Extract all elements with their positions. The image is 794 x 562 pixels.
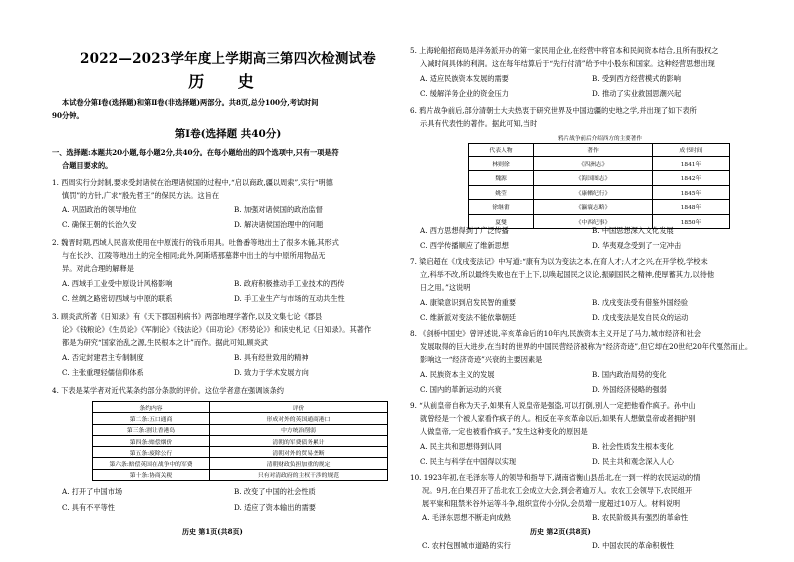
table-row xyxy=(469,156,730,171)
question-7-stem: 立,科举不改,所以最终失败也在于上下,以唤起国民之议论,振刷国民之精神,使厚蓄其力,以待他 xyxy=(420,270,715,279)
question-8-option-d[interactable]: D. 外国经济侵略的强弱 xyxy=(592,385,667,394)
question-10-stem: 况。9月,在白果召开了岳北农工会成立大会,到会者逾万人。农农工会领导下,农民组开 xyxy=(422,486,693,495)
question-6-stem: 示具有代表性的著作。据此可知,当时 xyxy=(420,119,538,128)
question-1-option-c[interactable]: C. 确保王朝的长治久安 xyxy=(62,220,137,229)
table-cell: 《瀛寰志略》 xyxy=(534,200,653,215)
table-cell: 1842年 xyxy=(653,171,730,186)
table-cell: 清朝对外的贸易垄断 xyxy=(210,447,388,458)
page-2 xyxy=(410,0,762,562)
table-row xyxy=(469,200,730,215)
table-caption: 鸦片战争前后介绍西方的主要著作 xyxy=(558,136,642,142)
question-5-stem: 入减时间具体的利润。这在每年结算后于“先行付清”给予中小股东和国家。这种经营思想出现 xyxy=(420,59,715,68)
question-8-option-c[interactable]: C. 国内的革新运动的兴衰 xyxy=(420,385,502,394)
table-cell: 形成对外的英国通商港口 xyxy=(210,413,388,424)
table-cell: 1841年 xyxy=(653,156,730,171)
table-cell: 1848年 xyxy=(653,200,730,215)
question-9-option-a[interactable]: A. 民主共和思想得到认同 xyxy=(420,442,502,451)
table-row xyxy=(93,458,388,469)
question-3-option-c[interactable]: C. 主张重理轻儒信仰体系 xyxy=(62,368,144,377)
intro-line: 90分钟。 xyxy=(52,111,84,120)
section-instruction: 合题目要求的。 xyxy=(62,161,113,170)
table-cell: 姚莹 xyxy=(469,185,534,200)
question-3-option-a[interactable]: A. 否定封建君主专制制度 xyxy=(62,353,144,362)
table-cell: 第四条:赔偿烟价 xyxy=(93,435,210,446)
question-8-option-a[interactable]: A. 民族资本主义的发展 xyxy=(420,370,495,379)
table-header: 成书时间 xyxy=(653,144,730,157)
question-10-option-b[interactable]: B. 农民阶级具有强烈的革命性 xyxy=(592,513,689,522)
question-8-option-b[interactable]: B. 国内政治局势的变化 xyxy=(592,370,667,379)
table-cell: 第二条:五口通商 xyxy=(93,413,210,424)
question-1-option-d[interactable]: D. 解决诸侯国治理中的问题 xyxy=(234,220,324,229)
page-footer: 历史 第1页(共8页) xyxy=(182,527,243,536)
question-7-option-a[interactable]: A. 康梁意识到启发民智的重要 xyxy=(420,298,517,307)
question-3-stem: 论》《钱粮论》《生员论》《军制论》《钱法论》《田功论》《形势论》》和读史札记《日知录》。其著作 xyxy=(62,325,372,334)
table-cell: 《海国图志》 xyxy=(534,171,653,186)
question-4-table xyxy=(92,401,388,481)
table-row xyxy=(469,185,730,200)
question-6-option-d[interactable]: D. 华夷观念受到了一定冲击 xyxy=(592,241,682,250)
question-8-stem: 8. 《剑桥中国史》曾评述说,辛亥革命后的10年内,民族资本主义开足了马力,城市经济和社会 xyxy=(410,329,702,338)
table-header: 代表人物 xyxy=(469,144,534,157)
question-7-stem: 日之用。”这说明 xyxy=(420,283,471,292)
table-cell: 第十条:协商关税 xyxy=(93,469,210,480)
question-8-stem: 发展取得的巨大进步,在当时的世界的中国民营经济被称为“经济奇迹”,但它却在20世纪20年代戛然而止。 xyxy=(420,342,753,351)
table-cell: 魏源 xyxy=(469,171,534,186)
table-cell: 清朝财政负担加重的规定 xyxy=(210,458,388,469)
question-6-option-c[interactable]: C. 西学传播顺应了维新思想 xyxy=(420,241,509,250)
table-row xyxy=(93,447,388,458)
intro-line: 本试卷分第Ⅰ卷(选择题)和第Ⅱ卷(非选择题)两部分。共8页,总分100分,考试时间 xyxy=(62,98,319,107)
question-3-stem: 3. 顾炎武所著《日知录》有《天下郡国利病书》两部地理学著作,以及文集七论《郡县 xyxy=(52,312,323,321)
question-4-option-b[interactable]: B. 改变了中国的社会性质 xyxy=(234,487,316,496)
section-instruction: 一、选择题:本题共20小题,每小题2分,共40分。在每小题给出的四个选项中,只有一项是符 xyxy=(52,148,339,157)
question-6-table xyxy=(468,143,730,229)
question-9-option-d[interactable]: D. 民主共和观念深入人心 xyxy=(592,457,674,466)
table-cell: 夏燮 xyxy=(469,214,534,229)
table-row xyxy=(93,424,388,435)
question-4-option-d[interactable]: D. 适应了资本输出的需要 xyxy=(234,503,316,512)
question-2-stem: 异。对此合理的解释是 xyxy=(62,264,134,273)
question-6-option-a[interactable]: A. 西方思想得到了广泛传播 xyxy=(420,226,509,235)
question-6-option-b[interactable]: B. 中国思想深入文化发展 xyxy=(592,226,674,235)
question-3-stem: 都是为研究“国家治乱之源,生民根本之计”而作。据此可知,顾炎武 xyxy=(62,338,268,347)
question-10-option-c[interactable]: C. 农村包围城市道路的实行 xyxy=(422,541,511,550)
question-7-option-c[interactable]: C. 维新派对变法不能依靠朝廷 xyxy=(420,313,517,322)
question-2-option-b[interactable]: B. 政府积极推动手工业技术的西传 xyxy=(234,279,345,288)
question-9-option-b[interactable]: B. 社会性质发生根本变化 xyxy=(592,442,674,451)
question-2-option-c[interactable]: C. 丝绸之路密切西域与中原的联系 xyxy=(62,294,173,303)
question-6-stem: 6. 鸦片战争前后,部分清朝士大夫热衷于研究世界及中国边疆的史地之学,并出现了如下表所 xyxy=(410,106,697,115)
question-9-stem: 就曾经是一个被人家看作疯子的人。相反在辛亥革命以后,如果有人想做皇帝或者拥护别 xyxy=(420,414,696,423)
exam-title: 2022—2023学年度上学期高三第四次检测试卷 xyxy=(80,51,376,67)
table-cell: 1850年 xyxy=(653,214,730,229)
question-5-stem: 5. 上海轮船招商局是洋务派开办的第一家民用企业,在经营中将官本和民间资本结合,且所有股权之 xyxy=(410,46,719,55)
question-7-option-b[interactable]: B. 戊戌变法受有借鉴外国经验 xyxy=(592,298,689,307)
question-7-option-d[interactable]: D. 戊戌变法是发自民众的运动 xyxy=(592,313,689,322)
question-1-option-b[interactable]: B. 加强对诸侯国的政治监督 xyxy=(234,205,323,214)
question-2-stem: 与在长沙、江陵等地出土的完全相同;此外,阿斯塔那墓葬中出土的与中原所用物品无 xyxy=(62,251,326,260)
question-9-stem: 9. “从前皇帝自称为天子,如果有人说皇帝是强盗,可以打倒,别人一定把他看作疯子。孙中山 xyxy=(410,401,696,410)
table-cell: 只有对清政府的主权干涉的规范 xyxy=(210,469,388,480)
section-title: 第Ⅰ卷(选择题 共40分) xyxy=(174,128,282,140)
question-1-stem: 1. 西周实行分封制,要求受封诸侯在治理诸侯国的过程中,“启以商政,疆以周索”,实行“明德 xyxy=(52,178,333,187)
table-cell: 1845年 xyxy=(653,185,730,200)
question-10-option-a[interactable]: A. 毛泽东思想不断走向成熟 xyxy=(422,513,511,522)
question-5-option-a[interactable]: A. 适应民族资本发展的需要 xyxy=(420,74,509,83)
question-4-option-a[interactable]: A. 打开了中国市场 xyxy=(62,487,123,496)
question-5-option-c[interactable]: C. 缓解洋务企业的资金压力 xyxy=(420,89,509,98)
question-3-option-b[interactable]: B. 具有经世致用的精神 xyxy=(234,353,309,362)
question-10-option-d[interactable]: D. 中国农民的革命积极性 xyxy=(592,541,674,550)
table-cell: 林则徐 xyxy=(469,156,534,171)
question-1-option-a[interactable]: A. 巩固政治的领导地位 xyxy=(62,205,137,214)
table-header: 著作 xyxy=(534,144,653,157)
question-8-stem: 影响这一“经济奇迹”兴衰的主要因素是 xyxy=(420,355,543,364)
table-header: 条约内容 xyxy=(93,402,210,413)
question-3-option-d[interactable]: D. 致力于学术发展方向 xyxy=(234,368,309,377)
question-1-stem: 慎罚”的方针,广求“殷先哲王”的保民方法。这旨在 xyxy=(62,191,220,200)
table-cell: 清朝的军费债务累计 xyxy=(210,435,388,446)
table-row xyxy=(469,171,730,186)
table-header: 评价 xyxy=(210,402,388,413)
question-9-option-c[interactable]: C. 民主与科学在中国得以实现 xyxy=(420,457,517,466)
question-4-option-c[interactable]: C. 具有不平等性 xyxy=(62,503,115,512)
question-10-stem: 展平粜和阻禁米谷外运等斗争,组织宣传小分队,会员增一度超过10万人。材料说明 xyxy=(422,499,681,508)
table-row xyxy=(93,413,388,424)
question-5-option-d[interactable]: D. 推动了实业救国思潮兴起 xyxy=(592,89,682,98)
question-9-stem: 人做皇帝,一定也被看作疯子。”发生这种变化的原因是 xyxy=(420,427,588,436)
page-1 xyxy=(52,0,404,562)
table-cell: 《中西纪事》 xyxy=(534,214,653,229)
table-cell: 《康輶纪行》 xyxy=(534,185,653,200)
table-cell: 徐继畬 xyxy=(469,200,534,215)
table-row xyxy=(93,469,388,480)
subject-title: 历 史 xyxy=(188,72,268,91)
question-4-stem: 4. 下表是某学者对近代某条约部分条款的评价。这位学者意在强调该条约 xyxy=(52,386,284,395)
question-10-stem: 10. 1923年初,在毛泽东等人的领导和指导下,湖南省衡山县岳北,在一到一样的农民运动的情 xyxy=(410,473,701,482)
table-row xyxy=(93,435,388,446)
table-cell: 中方统治削弱 xyxy=(210,424,388,435)
question-7-stem: 7. 梁启超在《戊戌变法记》中写道:“康有为以为变法之本,在育人才;人才之兴,在开学校,学校未 xyxy=(410,257,708,266)
question-5-option-b[interactable]: B. 受到西方经营模式的影响 xyxy=(592,74,681,83)
page-footer: 历史 第2页(共8页) xyxy=(530,527,591,536)
table-cell: 第六条:赔偿英国在战争中的军费 xyxy=(93,458,210,469)
table-cell: 第三条:割让香港岛 xyxy=(93,424,210,435)
question-2-stem: 2. 魏晋时期,西域人民喜欢使用在中原流行的钱币用具。吐鲁番等地出土了很多木俑,其形式 xyxy=(52,238,339,247)
table-cell: 第五条:废除公行 xyxy=(93,447,210,458)
question-2-option-a[interactable]: A. 西域手工业受中原设计风格影响 xyxy=(62,279,173,288)
question-2-option-d[interactable]: D. 手工业生产与市场的互动共生性 xyxy=(234,294,345,303)
table-cell: 《四洲志》 xyxy=(534,156,653,171)
